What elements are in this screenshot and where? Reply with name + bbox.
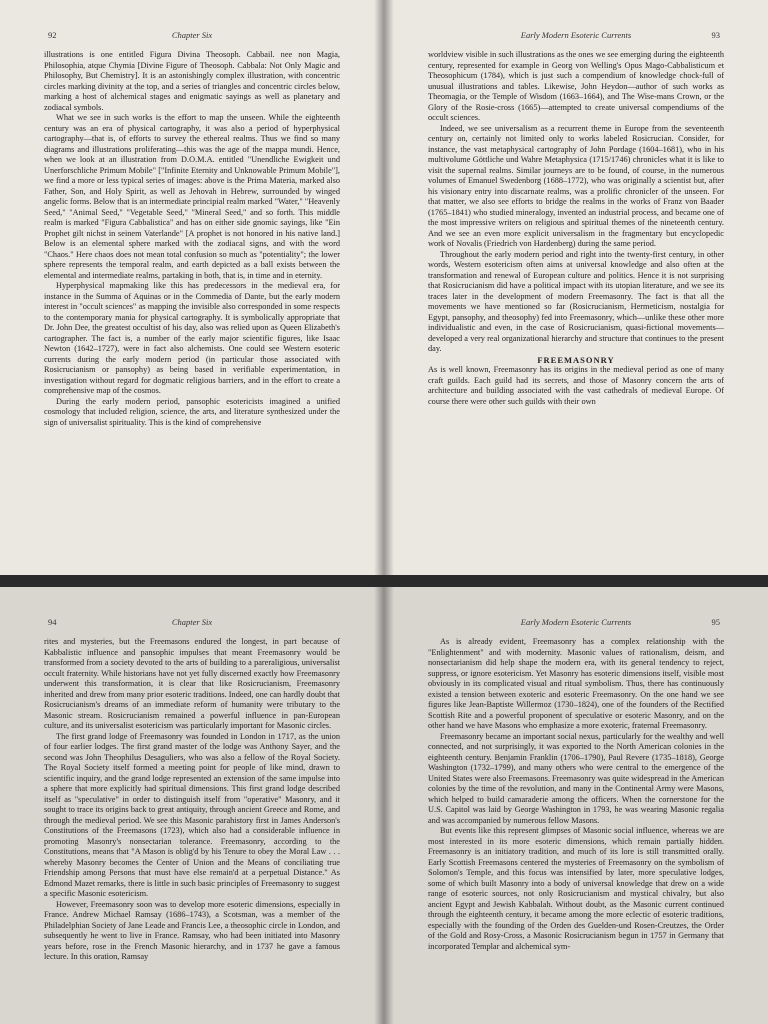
paragraph: As is well known, Freemasonry has its origins in the medieval period as one of many craft guilds. Each guild had its secrets, and those of Masonry concern the arts of architecture and building associated with the vast cathedrals of medieval Europe. Of course there were other such guilds with their own	[428, 365, 724, 406]
page-body	[44, 50, 340, 575]
page-number: 94	[48, 617, 57, 627]
chapter-title: Early Modern Esoteric Currents	[520, 30, 632, 40]
paragraph: The first grand lodge of Freemasonry was founded in London in 1717, as the union of four earlier lodges. The first grand master of the lodge was Anthony Sayer, and the second was John Theophilus Desaguliers, who was also a fellow of the Royal Society. The Royal Society itself formed a meeting point for people of like mind, drawn to scientific inquiry, and the grand lodge represented an extension of the same impulse into a sphere that more explicitly had spiritual dimensions. This first grand lodge described itself as "speculative" in order to distinguish itself from "operative" Masonry, and it sought to trace its origins back to great antiquity, through ancient Greece and Rome, and through the medieval period. We see this Masonic parahistory first in James Anderson's Constitutions of the Freemasons (1723), which also had a considerable influence in promoting Masonry's nonsectarian tolerance. Freemasonry, according to the Constitutions, means that "A Mason is oblig'd by his Tenure to obey the Moral Law . . . whereby Masonry becomes the Center of Union and the Means of conciliating true Friendship among Persons that must have else remain'd at a perpetual Distance." As Edmond Mazet remarks, there is little in such basic principles of Freemasonry to suggest a specific Masonic esotericism.	[44, 731, 340, 898]
paragraph: As is already evident, Freemasonry has a complex relationship with the "Enlightenment" and with modernity. Masonic values of rationalism, deism, and nonsectarianism did help shape the modern era, with its general tendency to reject, suppress, or ignore esotericism. Yet Masonry has esoteric dimensions itself, visible most obviously in its complicated visual and ritual symbolism. Thus, there has continuously existed a tension between exoteric and esoteric Freemasonry. On the one hand we see figures like Jean-Baptiste Willermoz (1730–1824), one of the founders of the Rectified Scottish Rite and a powerful proponent of speculative or esoteric Masonry, and on the other hand we have Masons who emphasize a more exoteric, fraternal Freemasonry.	[428, 637, 724, 730]
scan-gap	[0, 575, 768, 587]
chapter-title: Early Modern Esoteric Currents	[520, 617, 632, 627]
page-92	[0, 0, 384, 575]
page-body	[428, 637, 724, 1024]
page-93	[384, 0, 768, 575]
paragraph: However, Freemasonry soon was to develop more esoteric dimensions, especially in France. Andrew Michael Ramsay (1686–1743), a Scotsman, was a member of the Philadelphian Society of Jane Leade and Francis Lee, a theosophic circle in London, and subsequently he went to live in France. Ramsay, who had been initiated into Masonry years before, rose in the French Masonic hierarchy, and in 1737 he gave a famous lecture. In this oration, Ramsay	[44, 899, 340, 961]
paragraph: worldview visible in such illustrations as the ones we see emerging during the eighteenth century, represented for example in Georg von Welling's Opus Mago-Cabbalisticum et Theosophicum (1784), which is just such a compendium of knowledge chock-full of unusual illustrations and tables. Likewise, John Heydon—author of such works as Theomagia, or the Temple of Wisdom (1663–1664), and The Wise-mans Crown, or the Glory of the Rosie-cross (1665)—attempted to create universal compendiums of the occult sciences.	[428, 50, 724, 122]
running-header	[424, 617, 728, 631]
paragraph: What we see in such works is the effort to map the unseen. While the eighteenth century was an era of physical cartography, it was also a period of hyperphysical cartography—that is, of efforts to survey the ethereal realms. Thus we find so many diagrams and illustrations proliferating—this was the age of the mappa mundi. Hence, when we look at an illustration from D.O.M.A. entitled "Unendliche Ewigkeit und Unerforschliche Primum Mobile" ["Infinite Eternity and Unknowable Primum Mobile"], we find a more or less typical series of images: above is the Prima Materia, marked also Father, Son, and Holy Spirit, as well as Jehovah in Hebrew, surrounded by winged angelic forms. Below that is an intermediate principial realm marked "Water," "Heavenly Seed," "Animal Seed," "Vegetable Seed," "Mineral Seed," and so forth. This middle realm is marked "Figura Cabbalistica" and has on either side gnomic sayings, like "Ein Prophet gilt nichst in seinem Vaterlande" [A prophet is not honored in his native land.] Below is an elemental sphere marked with the zodiacal signs, and with the word "Chaos." Here chaos does not mean total confusion so much as "potentiality"; the lower sphere represents the temporal realm, and earth depicted as a ball exists between the elemental and intermediate realms, partaking in both, that is, in time and in eternity.	[44, 113, 340, 280]
book-spine-shadow	[374, 587, 394, 1024]
page-94	[0, 587, 384, 1024]
running-header	[40, 617, 344, 631]
section-heading: FREEMASONRY	[537, 354, 615, 365]
chapter-title: Chapter Six	[171, 617, 213, 627]
page-body	[44, 637, 340, 1024]
paragraph: But events like this represent glimpses of Masonic social influence, whereas we are most interested in its more esoteric dimensions, which remain partially hidden. Freemasonry is an initiatory tradition, and much of its lore is still transmitted orally. Early Scottish Freemasons centered the mysteries of Freemasonry on the symbolism of Solomon's Temple, and this focus was intensified by later, more speculative lodges, some of which built Masonry into a body of universal knowledge that drew on a wide range of esoteric sources, not only Rosicrucianism and mystical chivalry, but also ancient Egypt and Jewish Kabbalah. Without doubt, as the Masonic current continued through the eighteenth century, it became among the more eclectic of esoteric traditions, especially with the founding of the Orden des Guelden-und Rosen-Creutzes, the Order of the Gold and Rosy-Cross, a Masonic Rosicrucianism begun in 1757 in Germany that incorporated Templar and alchemical sym-	[428, 826, 724, 951]
paragraph: Indeed, we see universalism as a recurrent theme in Europe from the seventeenth century on, certainly not limited only to works labeled Rosicrucian. Consider, for instance, the vast metaphysical cartography of John Pordage (1604–1681), who in his multivolume Göttliche und Wahre Metaphysica (1715/1746) chronicles what it is like to visit the supernal realms. Similar journeys are to be found, of course, in the numerous volumes of Emanuel Swedenborg (1688–1772), who was originally a scientist but, after his visionary entry into discarnate realms, was a prolific chronicler of the unseen. For that matter, we also see efforts to bridge the realms in the works of Franz von Baader (1765–1841) who studied mineralogy, invented an industrial process, and became one of the most impressive writers on religious and spiritual themes of the nineteenth century. And we see an even more explicit universalism in the fragmentary but encyclopedic work of Novalis (Friedrich von Hardenberg) during the same period.	[428, 123, 724, 248]
running-header	[40, 30, 344, 44]
running-header	[424, 30, 728, 44]
paragraph: Hyperphysical mapmaking like this has predecessors in the medieval era, for instance in the Summa of Aquinas or in the Commedia of Dante, but the early modern interest in "occult sciences" as mapping the invisible also corresponded in some respects to the contemporary mania for physical cartography. It is symbolically appropriate that Dr. John Dee, the greatest occultist of his day, also was relied upon as Queen Elizabeth's cartographer. The fact is, a number of the early major scientific figures, like Isaac Newton (1642–1727), were in fact also alchemists. One could see Western esoteric currents during the early modern period (in particular those associated with Rosicrucianism or pansophy) as being based in verifiable experimentation, in investigation without regard for dogmatic religious barriers, and in the effort to create a comprehensive map of the cosmos.	[44, 281, 340, 395]
page-number: 93	[711, 30, 720, 40]
paragraph: During the early modern period, pansophic esotericists imagined a unified cosmology that included religion, science, the arts, and literature synthesized under the sign of universalist spirituality. This is the kind of comprehensive	[44, 396, 340, 427]
page-95	[384, 587, 768, 1024]
paragraph: Freemasonry became an important social nexus, particularly for the wealthy and well connected, and not surprisingly, it was exported to the North American colonies in the eighteenth century. Benjamin Franklin (1706–1790), Paul Revere (1735–1818), George Washington (1732–1799), and many others who were central to the emergence of the United States were also Freemasons. Freemasonry was quite widespread in the American colonies by the time of the revolution, and many in the Continental Army were Masons, which helped to build camaraderie among the officers. When the cornerstone for the U.S. Capitol was laid by George Washington in 1793, he was wearing Masonic regalia and was accompanied by numerous fellow Masons.	[428, 731, 724, 825]
page-body	[428, 50, 724, 575]
chapter-title: Chapter Six	[171, 30, 213, 40]
paragraph: illustrations is one entitled Figura Divina Theosoph. Cabbail. nee non Magia, Philosophia, atque Chymia [Divine Figure of Theosoph. Cabbala: Not Only Magic and Philosophy, But Chemistry]. It is an astonishingly complex illustration, with concentric circles marking divinity at the top, and a series of triangles and concentric circles below, marking a host of alchemical stages and enigmatic sayings as well as planetary and zodiacal symbols.	[44, 50, 340, 112]
page-number: 95	[711, 617, 720, 627]
book-spine-shadow	[374, 0, 394, 575]
paragraph: rites and mysteries, but the Freemasons endured the longest, in part because of Kabbalistic influence and pansophic impulses that meant Freemasonry would be transformed from a society devoted to the arts of building to a pareraligious, universalist occult fraternity. While historians have not yet fully discerned exactly how Freemasonry underwent this transformation, it is clear that like Rosicrucianism, Freemasonry inherited and drew from many prior esoteric traditions. Indeed, one can hardly doubt that Rosicrucianism's dreams of an immediate reform of humanity were tributary to the Masonic stream. Rosicrucianism remained a powerful influence in pan-European culture, and its universalist esotericism was particularly important for Masonic circles.	[44, 637, 340, 730]
paragraph: Throughout the early modern period and right into the twenty-first century, in other words, Western esotericism often aims at universal knowledge and also often at the transformation and renewal of European culture and politics. Hence it is not surprising that Rosicrucianism did have a political impact with its utopian literature, and we see its traces later in the development of modern Freemasonry. The fact is that all the movements we have mentioned so far (Rosicrucianism, Hermeticism, nostalgia for Egypt, pansophy, and theosophy) fed into Freemasonry, which—unlike these other more individualistic and even, in the case of Rosicrucianism, quasi-fictional movements—developed a very real organizational hierarchy and structure that continues to the present day.	[428, 249, 724, 353]
page-number: 92	[48, 30, 57, 40]
